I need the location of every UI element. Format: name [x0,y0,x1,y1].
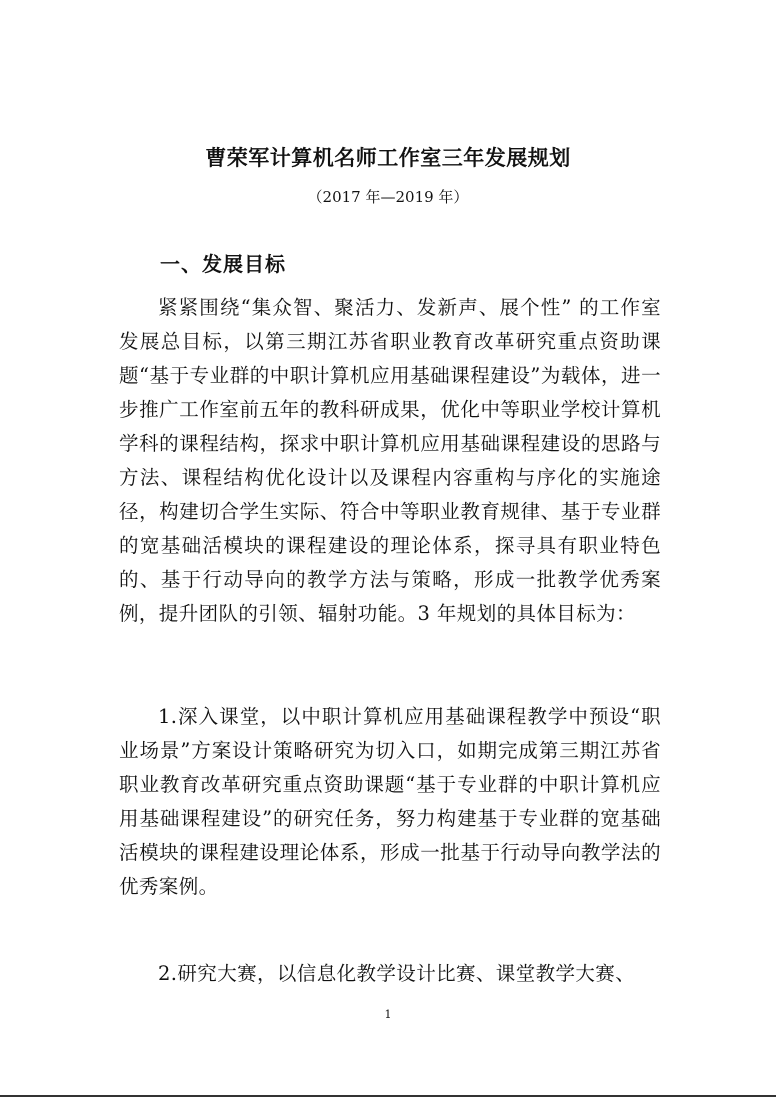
bottom-divider [0,1095,776,1097]
paragraph-goal-2: 2.研究大赛，以信息化教学设计比赛、课堂教学大赛、 [158,962,636,985]
paragraph-goal-1: 1.深入课堂，以中职计算机应用基础课程教学中预设“职业场景”方案设计策略研究为切入口，如期完成第三期江苏省职业教育改革研究重点资助课题“基于专业群的中职计算机应用基础课程建设”的研究任务，努力构建基于专业群的宽基础活模块的课程建设理论体系，形成一批基于行动导向教学法的优秀案例。 [119,705,661,898]
document-subtitle: （2017 年—2019 年） [307,188,469,206]
section-heading: 一、发展目标 [160,252,286,276]
paragraph-goals-overview: 紧紧围绕“集众智、聚活力、发新声、展个性” 的工作室发展总目标，以第三期江苏省职业教育改革研究重点资助课题“基于专业群的中职计算机应用基础课程建设”为载体，进一步推广工作室前五年的教科研成果，优化中等职业学校计算机学科的课程结构，探求中职计算机应用基础课程建设的思路与方法、课程结构优化设计以及课程内容重构与序化的实施途径，构建切合学生实际、符合中等职业教育规律、基于专业群的宽基础活模块的课程建设的理论体系，探寻具有职业特色的、基于行动导向的教学方法与策略，形成一批教学优秀案例，提升团队的引领、辐射功能。3 年规划的具体目标为： [119,296,661,625]
document-title: 曹荣军计算机名师工作室三年发展规划 [205,146,571,170]
page-number: 1 [384,1008,392,1021]
